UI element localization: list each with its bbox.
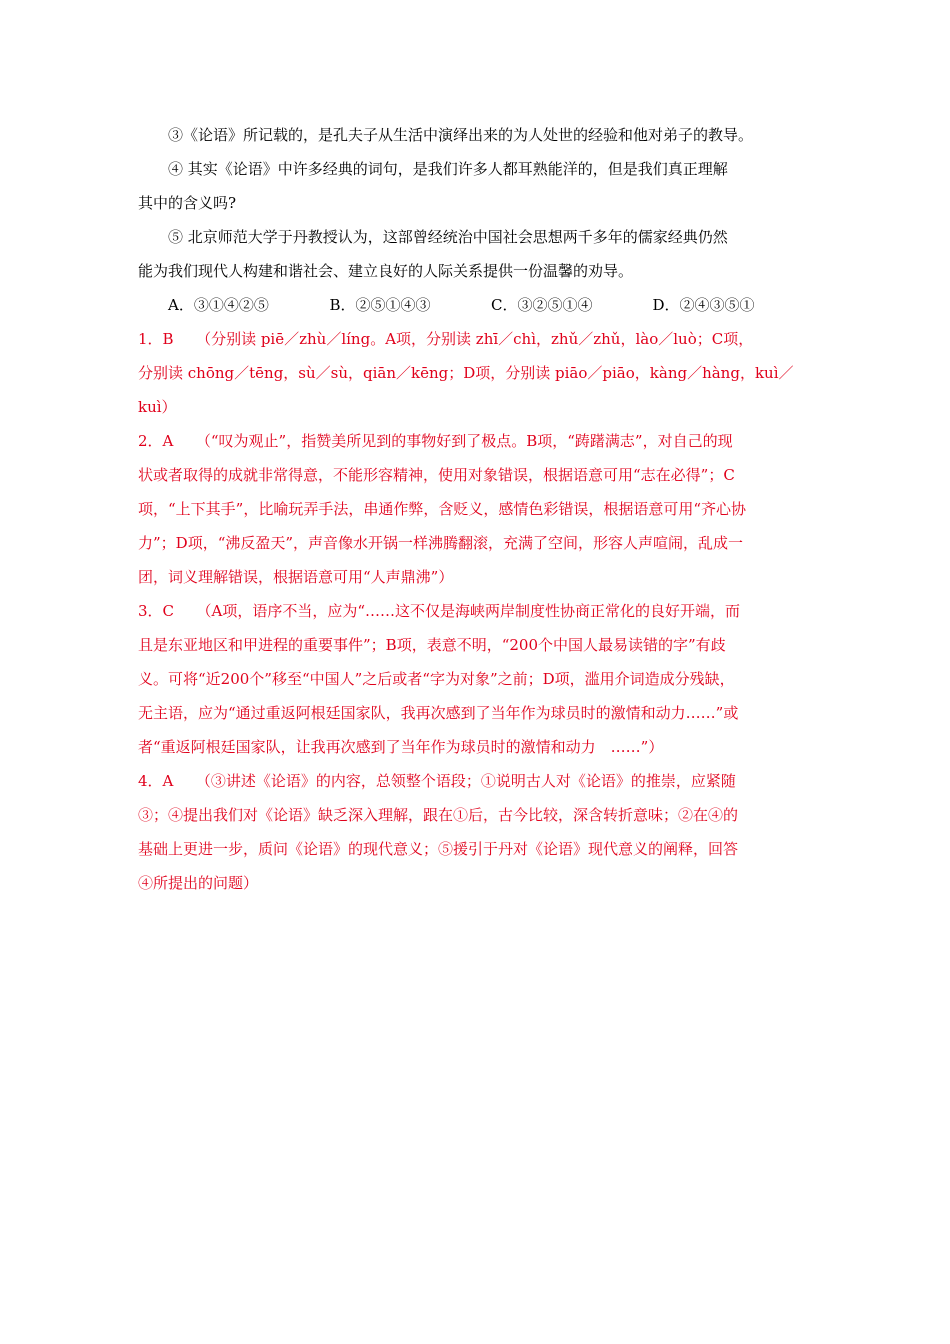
answer-line-15: ③；④提出我们对《论语》缺乏深入理解，跟在①后，古今比较，深含转折意味；②在④的 bbox=[138, 806, 739, 824]
option-c: C．③②⑤①④ bbox=[491, 296, 593, 314]
answer-line-11: 义。可将“近200个”移至“中国人”之后或者“字为对象”之前；D项，滥用介词造成分残缺， bbox=[138, 670, 735, 688]
answer-line-13: 者“重返阿根廷国家队，让我再次感到了当年作为球员时的激情和动力 ……”） bbox=[138, 738, 664, 756]
answer-options bbox=[138, 288, 814, 322]
option-a: A．③①④②⑤ bbox=[168, 296, 269, 314]
answer-line-3: kuì） bbox=[138, 398, 177, 416]
question-line-4: ⑤ 北京师范大学于丹教授认为，这部曾经统治中国社会思想两千多年的儒家经典仍然 bbox=[168, 228, 728, 246]
answer-line-5: 状或者取得的成就非常得意，不能形容精神，使用对象错误，根据语意可用“志在必得”；C bbox=[138, 466, 735, 484]
answer-line-16: 基础上更进一步，质问《论语》的现代意义；⑤援引于丹对《论语》现代意义的阐释，回答 bbox=[138, 840, 739, 858]
answer-line-12: 无主语，应为“通过重返阿根廷国家队，我再次感到了当年作为球员时的激情和动力……”或 bbox=[138, 704, 739, 722]
answer-line-1: 1．B （分别读 piē／zhù／líng。A项，分别读 zhī／chì，zhǔ／zhǔ，lào／luò；C项， bbox=[138, 330, 754, 348]
question-line-2: ④ 其实《论语》中许多经典的词句，是我们许多人都耳熟能洋的，但是我们真正理解 bbox=[168, 160, 728, 178]
document-page bbox=[138, 118, 814, 900]
question-line-5: 能为我们现代人构建和谐社会、建立良好的人际关系提供一份温馨的劝导。 bbox=[138, 262, 634, 280]
question-line-3: 其中的含义吗? bbox=[138, 194, 237, 212]
answer-line-4: 2．A （“叹为观止”，指赞美所见到的事物好到了极点。B项，“踌躇满志”，对自己的现 bbox=[138, 432, 733, 450]
answer-line-8: 团，词义理解错误，根据语意可用“人声鼎沸”） bbox=[138, 568, 454, 586]
answer-line-6: 项，“上下其手”，比喻玩弄手法，串通作弊，含贬义，感情色彩错误，根据语意可用“齐心协 bbox=[138, 500, 747, 518]
option-b: B．②⑤①④③ bbox=[329, 296, 431, 314]
answer-line-7: 力”；D项，“沸反盈天”，声音像水开锅一样沸腾翻滚，充满了空间，形容人声喧闹，乱成一 bbox=[138, 534, 744, 552]
answer-line-17: ④所提出的问题） bbox=[138, 874, 259, 892]
answer-line-2: 分别读 chōng／tēng，sù／sù，qiān／kēng；D项，分别读 piāo／piāo，kàng／hàng，kuì／ bbox=[138, 364, 794, 382]
question-line-1: ③《论语》所记载的，是孔夫子从生活中演绎出来的为人处世的经验和他对弟子的教导。 bbox=[168, 126, 754, 144]
option-d: D．②④③⑤① bbox=[652, 296, 755, 314]
answer-line-9: 3．C （A项，语序不当，应为“……这不仅是海峡两岸制度性协商正常化的良好开端，而 bbox=[138, 602, 741, 620]
answer-line-10: 且是东亚地区和甲进程的重要事件”；B项，表意不明，“200个中国人最易读错的字”有歧 bbox=[138, 636, 726, 654]
answer-line-14: 4．A （③讲述《论语》的内容，总领整个语段；①说明古人对《论语》的推崇，应紧随 bbox=[138, 772, 736, 790]
